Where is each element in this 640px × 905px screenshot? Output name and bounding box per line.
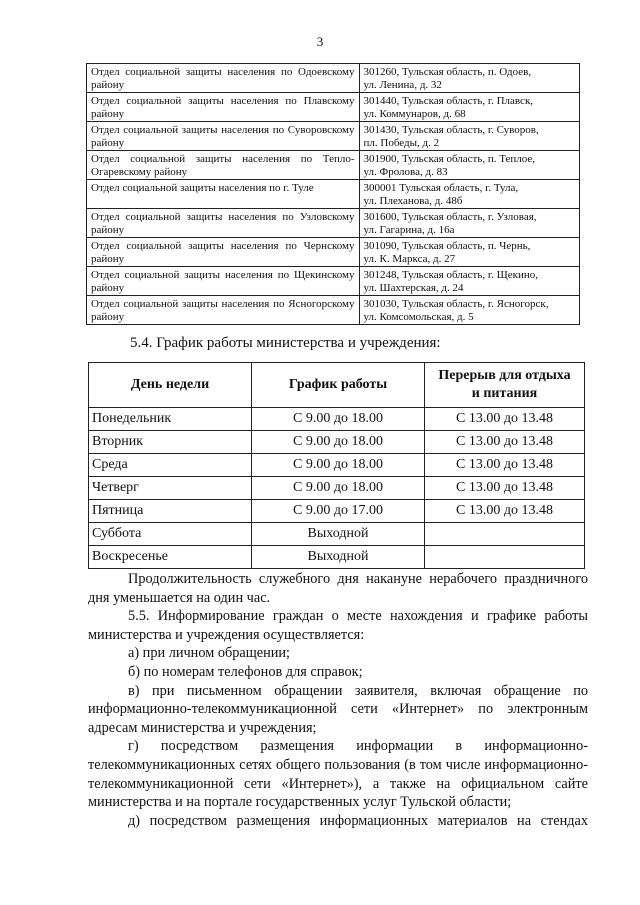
day-cell: Суббота xyxy=(89,523,252,546)
column-header-hours: График работы xyxy=(252,363,425,408)
office-address xyxy=(359,93,580,122)
address-line: ул. Комсомольская, д. 5 xyxy=(363,310,474,323)
day-cell: Понедельник xyxy=(89,408,252,431)
table-row xyxy=(89,546,585,569)
office-name: Отдел социальной защиты населения по Одоевскому району xyxy=(87,64,360,93)
office-address xyxy=(359,64,580,93)
table-row xyxy=(87,267,580,296)
paragraph: а) при личном обращении; xyxy=(128,645,291,662)
day-cell: Вторник xyxy=(89,431,252,454)
paragraph: д) посредством размещения информационных материалов на стендах xyxy=(128,812,588,829)
break-cell xyxy=(425,546,585,569)
day-cell: Пятница xyxy=(89,500,252,523)
table-row xyxy=(89,431,585,454)
table-row xyxy=(87,122,580,151)
page-number: 3 xyxy=(316,34,324,49)
address-line: 301260, Тульская область, п. Одоев, xyxy=(363,66,532,78)
day-cell: Среда xyxy=(89,454,252,477)
table-header-row xyxy=(89,363,585,408)
break-cell: С 13.00 до 13.48 xyxy=(425,408,585,431)
body-text xyxy=(88,570,588,830)
address-line: 301600, Тульская область, г. Узловая, xyxy=(363,211,537,223)
office-address xyxy=(359,209,580,238)
break-cell xyxy=(425,523,585,546)
office-address xyxy=(359,151,580,180)
hours-cell: С 9.00 до 17.00 xyxy=(252,500,425,523)
column-header-break xyxy=(425,363,585,408)
address-line: ул. Шахтерская, д. 24 xyxy=(363,281,464,294)
address-line: ул. Фролова, д. 83 xyxy=(363,165,448,178)
office-address xyxy=(359,238,580,267)
hours-cell: С 9.00 до 18.00 xyxy=(252,431,425,454)
column-header-break-line2: и питания xyxy=(471,386,538,401)
address-line: 301030, Тульская область, г. Ясногорск, xyxy=(363,298,549,310)
hours-cell: С 9.00 до 18.00 xyxy=(252,408,425,431)
office-address xyxy=(359,122,580,151)
table-row xyxy=(89,500,585,523)
paragraph: Продолжительность служебного дня накануне нерабочего праздничного дня уменьшается на один час. xyxy=(88,571,588,606)
paragraph: г) посредством размещения информации в информационно-телекоммуникационных сетях общего пользования (в том числе информационно-телекоммуникационной сети «Интернет»), а также на официальном сайте министерства и на портале государственных услуг Тульской области; xyxy=(88,738,588,811)
address-line: 301440, Тульская область, г. Плавск, xyxy=(363,95,534,107)
address-line: ул. Гагарина, д. 16а xyxy=(363,223,455,236)
address-line: 301248, Тульская область, г. Щекино, xyxy=(363,269,538,281)
office-name: Отдел социальной защиты населения по г. Туле xyxy=(87,180,360,209)
table-row xyxy=(89,523,585,546)
office-address xyxy=(359,296,580,325)
column-header-day: День недели xyxy=(89,363,252,408)
break-cell: С 13.00 до 13.48 xyxy=(425,500,585,523)
address-line: ул. К. Маркса, д. 27 xyxy=(363,252,456,265)
address-line: ул. Коммунаров, д. 68 xyxy=(363,107,466,120)
schedule-table xyxy=(88,362,585,569)
office-name: Отдел социальной защиты населения по Суворовскому району xyxy=(87,122,360,151)
table-row xyxy=(87,180,580,209)
hours-cell: Выходной xyxy=(252,523,425,546)
hours-cell: Выходной xyxy=(252,546,425,569)
table-row xyxy=(87,238,580,267)
table-row xyxy=(87,151,580,180)
office-name: Отдел социальной защиты населения по Щекинскому району xyxy=(87,267,360,296)
break-cell: С 13.00 до 13.48 xyxy=(425,454,585,477)
address-line: 301090, Тульская область, п. Чернь, xyxy=(363,240,531,252)
office-name: Отдел социальной защиты населения по Плавскому району xyxy=(87,93,360,122)
column-header-break-line1: Перерыв для отдыха xyxy=(438,368,571,383)
address-line: 300001 Тульская область, г. Тула, xyxy=(363,182,519,194)
office-name: Отдел социальной защиты населения по Чернскому району xyxy=(87,238,360,267)
section-heading: 5.4. График работы министерства и учреждения: xyxy=(130,335,441,351)
table-row xyxy=(87,93,580,122)
office-address xyxy=(359,267,580,296)
office-name: Отдел социальной защиты населения по Ясногорскому району xyxy=(87,296,360,325)
address-line: ул. Ленина, д. 32 xyxy=(363,78,442,91)
table-row xyxy=(89,408,585,431)
office-address xyxy=(359,180,580,209)
address-line: 301900, Тульская область, п. Теплое, xyxy=(363,153,536,165)
table-row xyxy=(87,64,580,93)
break-cell: С 13.00 до 13.48 xyxy=(425,431,585,454)
table-row xyxy=(87,209,580,238)
table-row xyxy=(89,477,585,500)
office-name: Отдел социальной защиты населения по Узловскому району xyxy=(87,209,360,238)
hours-cell: С 9.00 до 18.00 xyxy=(252,454,425,477)
address-line: ул. Плеханова, д. 48б xyxy=(363,194,463,207)
paragraph: 5.5. Информирование граждан о месте нахождения и графике работы министерства и учреждения осуществляется: xyxy=(88,608,588,643)
paragraph: в) при письменном обращении заявителя, включая обращение по информационно-телекоммуникационной сети «Интернет» по электронным адресам министерства и учреждения; xyxy=(88,682,588,736)
table-row xyxy=(87,296,580,325)
address-line: пл. Победы, д. 2 xyxy=(363,136,440,149)
break-cell: С 13.00 до 13.48 xyxy=(425,477,585,500)
hours-cell: С 9.00 до 18.00 xyxy=(252,477,425,500)
table-row xyxy=(89,454,585,477)
paragraph: б) по номерам телефонов для справок; xyxy=(128,663,363,680)
day-cell: Воскресенье xyxy=(89,546,252,569)
office-name: Отдел социальной защиты населения по Тепло-Огаревскому району xyxy=(87,151,360,180)
day-cell: Четверг xyxy=(89,477,252,500)
offices-table xyxy=(86,63,580,325)
address-line: 301430, Тульская область, г. Суворов, xyxy=(363,124,539,136)
